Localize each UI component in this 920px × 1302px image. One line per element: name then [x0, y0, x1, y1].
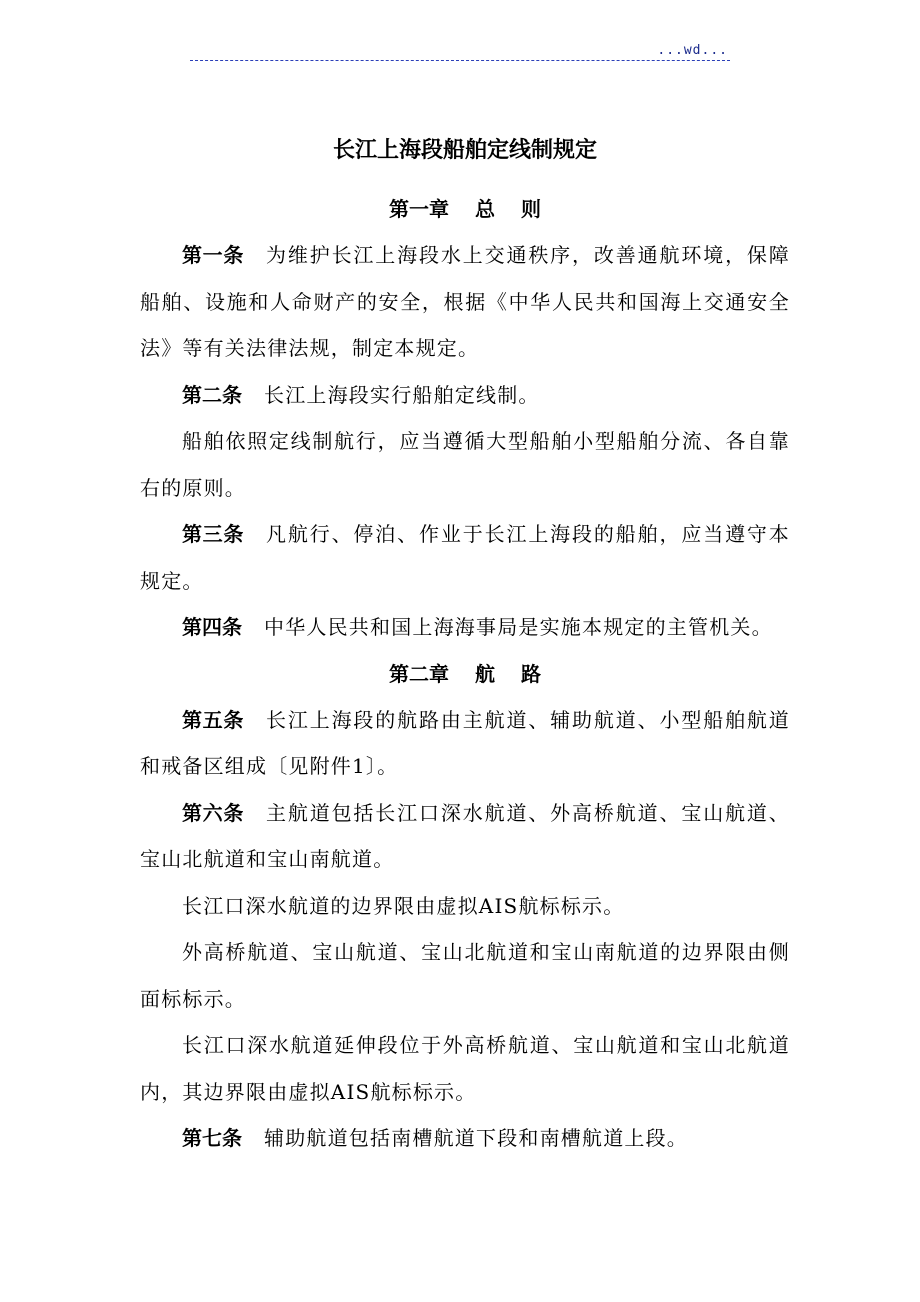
- header-watermark-text: ...wd...: [657, 43, 728, 58]
- article-1-number: 第一条: [182, 243, 244, 267]
- article-6-paragraph-2: 外高桥航道、宝山航道、宝山北航道和宝山南航道的边界限由侧面标标示。: [140, 940, 790, 1011]
- article-3: [140, 511, 790, 604]
- article-1: [140, 232, 790, 372]
- article-7-number: 第七条: [182, 1126, 242, 1150]
- article-2-paragraph: 船舶依照定线制航行，应当遵循大型船舶小型船舶分流、各自靠右的原则。: [140, 429, 790, 500]
- article-6-number: 第六条: [182, 800, 244, 825]
- article-6-text: 主航道包括长江口深水航道、外高桥航道、宝山航道、宝山北航道和宝山南航道。: [140, 800, 790, 871]
- chapter-2-number: 第二章: [389, 661, 449, 686]
- article-6-paragraph-1: 长江口深水航道的边界限由虚拟AIS航标标示。: [182, 893, 625, 918]
- page-header: [190, 44, 730, 62]
- document-body: [140, 128, 790, 1162]
- article-1-text: 为维护长江上海段水上交通秩序，改善通航环境，保障船舶、设施和人命财产的安全，根据《中华人民共和国海上交通安全法》等有关法律法规，制定本规定。: [140, 243, 790, 360]
- article-5-text: 长江上海段的航路由主航道、辅助航道、小型船舶航道和戒备区组成〔见附件1〕。: [140, 707, 790, 778]
- chapter-2-name-part1: 航: [475, 661, 495, 686]
- chapter-2-heading: [140, 651, 790, 697]
- article-6: [140, 790, 790, 883]
- header-dashed-rule: [190, 60, 730, 61]
- document-title: 长江上海段船舶定线制规定: [332, 138, 597, 163]
- article-6-paragraph-3: 长江口深水航道延伸段位于外高桥航道、宝山航道和宝山北航道内，其边界限由虚拟AIS航标标示。: [140, 1033, 790, 1104]
- chapter-1-name-part1: 总: [475, 197, 495, 221]
- article-4: [140, 604, 790, 651]
- article-4-number: 第四条: [182, 615, 242, 639]
- chapter-1-number: 第一章: [389, 197, 449, 221]
- article-2-text: 长江上海段实行船舶定线制。: [264, 382, 540, 407]
- article-4-text: 中华人民共和国上海海事局是实施本规定的主管机关。: [264, 615, 773, 639]
- article-3-number: 第三条: [182, 522, 244, 546]
- article-2-number: 第二条: [182, 382, 242, 407]
- chapter-1-heading: [140, 186, 790, 232]
- chapter-1-name-part2: 则: [521, 197, 541, 221]
- chapter-2-name-part2: 路: [521, 661, 541, 686]
- article-7: [140, 1115, 790, 1162]
- article-3-text: 凡航行、停泊、作业于长江上海段的船舶，应当遵守本规定。: [140, 522, 790, 593]
- article-5: [140, 697, 790, 790]
- article-5-number: 第五条: [182, 707, 244, 732]
- article-2: [140, 372, 790, 419]
- article-7-text: 辅助航道包括南槽航道下段和南槽航道上段。: [264, 1126, 688, 1150]
